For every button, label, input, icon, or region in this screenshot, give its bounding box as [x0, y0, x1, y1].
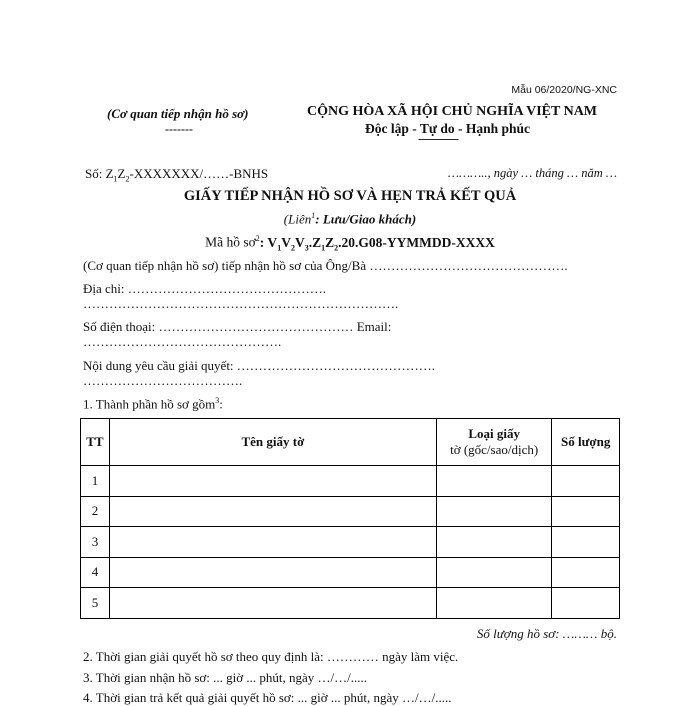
phone-email-line: Số điện thoại: ……………………………………… Email: [83, 319, 392, 334]
table-row: 1 [81, 466, 620, 497]
request-line: Nội dung yêu cầu giải quyết: ………………………………………. [83, 358, 436, 373]
document-number: Số: $Z_1Z_2-XXXXXXX/\dots\dots$-BNHS [85, 166, 269, 184]
received-from-line: (Cơ quan tiếp nhận hồ sơ) tiếp nhận hồ sơ của Ông/Bà ………………………………………. [83, 258, 568, 273]
file-code: Mã hồ $sơ^2$: $V_1V_2V_3.Z_1Z_2.20.G08-YYMMDD$-XXXX [205, 234, 495, 253]
date-line: ……….., ngày … tháng … năm … [447, 166, 617, 180]
components-heading: 1. Thành phần hồ sơ gồm$^3$: [83, 396, 223, 412]
header-tt: TT [81, 419, 110, 466]
phone-continuation: ………………………………………. [83, 334, 282, 349]
form-number: Mẫu 06/2020/NG-XNC [511, 84, 617, 96]
header-document-type: Loại giấy tờ (gốc/sao/dịch) [436, 419, 551, 466]
agency-label: (Cơ quan tiếp nhận hồ sơ) [107, 106, 249, 121]
table-row: 2 [81, 496, 620, 527]
motto: Độc lập - Tự do - Hạnh phúc [365, 121, 531, 136]
table-row: 5 [81, 588, 620, 619]
receipt-time-line: 3. Thời gian nhận hồ sơ: ... giờ ... phút, ngày …/…/..... [83, 670, 367, 685]
table-row: 3 [81, 527, 620, 558]
agency-divider: ------- [165, 122, 193, 136]
nation-heading: CỘNG HÒA XÃ HỘI CHỦ NGHĨA VIỆT NAM [307, 104, 598, 119]
quantity-line: Số lượng hồ sơ: ……… bộ. [476, 626, 617, 641]
copy-note: (Liên$^1$: Lưu/Giao khách) [283, 211, 417, 227]
table-row: 4 [81, 557, 620, 588]
request-continuation: ………………………………. [83, 373, 243, 388]
return-time-line: 4. Thời gian trả kết quả giải quyết hồ sơ: ... giờ ... phút, ngày …/…/..... [83, 690, 452, 705]
address-continuation: ………………………………………………………………. [83, 296, 399, 311]
documents-table [80, 418, 620, 619]
motto-divider: --------------- [418, 133, 458, 145]
header-document-name: Tên giấy tờ [109, 419, 436, 466]
document-title: GIẤY TIẾP NHẬN HỒ SƠ VÀ HẸN TRẢ KẾT QUẢ [183, 188, 517, 204]
address-line: Địa chỉ: ………………………………………. [83, 281, 327, 296]
header-quantity: Số lượng [552, 419, 620, 466]
processing-time-line: 2. Thời gian giải quyết hồ sơ theo quy định là: ………… ngày làm việc. [83, 649, 459, 664]
